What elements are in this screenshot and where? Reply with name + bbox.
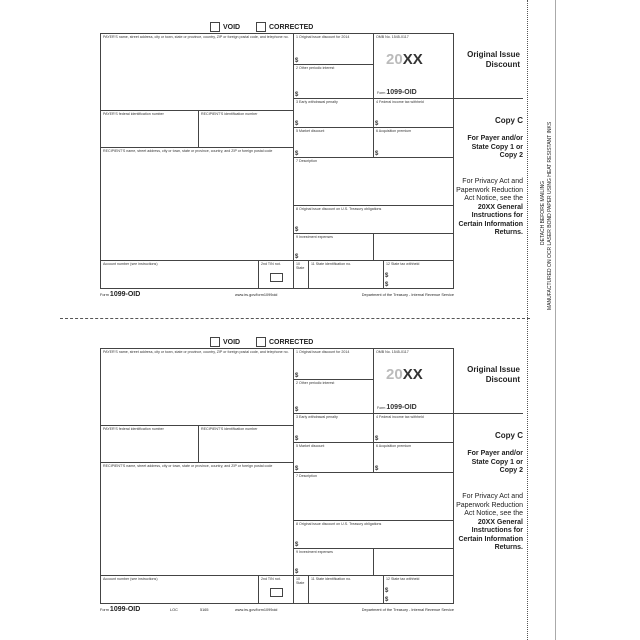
recipient-name-label: RECIPIENT'S name, street address, city or town, state or province, country, and ZIP or foreign postal code xyxy=(103,149,273,153)
box4-field[interactable] xyxy=(373,98,454,128)
recipient-tin-label: RECIPIENT'S identification number xyxy=(201,427,258,431)
dollar-sign: $ xyxy=(375,466,379,472)
privacy-text: For Privacy Act and Paperwork Reduction Act Notice, see the xyxy=(456,493,523,517)
copy-recipient: For Payer and/or State Copy 1 or Copy 2 xyxy=(467,135,523,159)
footer-url[interactable]: www.irs.gov/form1099oid xyxy=(235,293,278,297)
box2-field[interactable] xyxy=(293,64,374,99)
box8-field[interactable] xyxy=(293,520,454,549)
box3-field[interactable] xyxy=(293,98,374,128)
divider xyxy=(453,413,523,414)
form-1099-oid xyxy=(100,20,530,320)
box9-field[interactable] xyxy=(293,233,374,261)
box1-field[interactable] xyxy=(293,348,374,380)
dollar-sign: $ xyxy=(295,542,299,548)
dollar-sign: $ xyxy=(385,597,389,603)
box7-label: 7 Description xyxy=(296,159,317,163)
privacy-text: For Privacy Act and Paperwork Reduction Act Notice, see the xyxy=(456,178,523,202)
form-number: 1099-OID xyxy=(109,606,141,613)
box4-label: 4 Federal income tax withheld xyxy=(376,100,424,104)
box9-field[interactable] xyxy=(293,548,374,576)
sheet-edge-line xyxy=(555,0,556,640)
dollar-sign: $ xyxy=(295,92,299,98)
form-label: Form xyxy=(377,406,386,410)
dollar-sign: $ xyxy=(295,58,299,64)
box10-label: 10 State xyxy=(296,577,305,585)
box3-label: 3 Early withdrawal penalty xyxy=(296,100,338,104)
tax-year xyxy=(386,51,423,68)
box4-label: 4 Federal income tax withheld xyxy=(376,415,424,419)
box3-label: 3 Early withdrawal penalty xyxy=(296,415,338,419)
copy-recipient: For Payer and/or State Copy 1 or Copy 2 xyxy=(467,450,523,474)
form-label: Form xyxy=(100,293,109,297)
void-label: VOID xyxy=(223,23,241,31)
dollar-sign: $ xyxy=(295,436,299,442)
footer-loc: LOC xyxy=(170,608,178,612)
box10-label: 10 State xyxy=(296,262,305,270)
payer-name-label: PAYER'S name, street address, city or town, state or province, country, ZIP or foreign postal code, and telephone no. xyxy=(103,350,289,354)
payer-tin-label: PAYER'S federal identification number xyxy=(103,112,164,116)
payer-tin-label: PAYER'S federal identification number xyxy=(103,427,164,431)
payer-name-field[interactable] xyxy=(100,348,294,426)
payer-tin-field[interactable] xyxy=(100,110,199,148)
box6-label: 6 Acquisition premium xyxy=(376,444,412,448)
box5-field[interactable] xyxy=(293,442,374,473)
account-label: Account number (see instructions) xyxy=(103,577,158,581)
box6-field[interactable] xyxy=(373,442,454,473)
box10-field[interactable] xyxy=(293,575,309,604)
box1-field[interactable] xyxy=(293,33,374,65)
void-checkbox[interactable] xyxy=(210,22,240,32)
dollar-sign: $ xyxy=(295,466,299,472)
side-notice xyxy=(540,30,554,310)
privacy-text-bold: 20XX General Instructions for Certain Information Returns. xyxy=(458,203,523,236)
dollar-sign: $ xyxy=(295,373,299,379)
void-checkbox[interactable] xyxy=(210,337,240,347)
box8-label: 8 Original issue discount on U.S. Treasury obligations xyxy=(296,522,382,526)
dollar-sign: $ xyxy=(295,227,299,233)
form-number: 1099-OID xyxy=(386,89,417,96)
payer-name-label: PAYER'S name, street address, city or town, state or province, country, ZIP or foreign postal code, and telephone no. xyxy=(103,35,289,39)
detach-text: DETACH BEFORE MAILING xyxy=(540,180,546,245)
dollar-sign: $ xyxy=(295,121,299,127)
footer-department: Department of the Treasury - Internal Revenue Service xyxy=(361,608,454,612)
omb-number: OMB No. 1545-0117 xyxy=(376,35,409,39)
omb-number: OMB No. 1545-0117 xyxy=(376,350,409,354)
box12-field[interactable] xyxy=(383,575,454,604)
tax-year xyxy=(386,366,423,383)
box7-field[interactable] xyxy=(293,472,454,521)
dollar-sign: $ xyxy=(295,151,299,157)
dollar-sign: $ xyxy=(385,273,389,279)
footer-form-id xyxy=(100,291,140,298)
recipient-name-field[interactable] xyxy=(100,462,294,576)
copy-label: Copy C xyxy=(495,431,523,440)
box12-label: 12 State tax withheld xyxy=(386,577,420,581)
privacy-text-bold: 20XX General Instructions for Certain Information Returns. xyxy=(458,518,523,551)
year-prefix: 20 xyxy=(386,366,403,383)
footer-url[interactable]: www.irs.gov/form1099oid xyxy=(235,608,278,612)
year-prefix: 20 xyxy=(386,51,403,68)
payer-name-field[interactable] xyxy=(100,33,294,111)
box2-label: 2 Other periodic interest xyxy=(296,66,335,70)
box10-field[interactable] xyxy=(293,260,309,289)
second-tin-field xyxy=(258,260,294,289)
box5-field[interactable] xyxy=(293,127,374,158)
box1-label: 1 Original issue discount for 2014 xyxy=(296,350,350,354)
box7-label: 7 Description xyxy=(296,474,317,478)
dollar-sign: $ xyxy=(385,282,389,288)
year-suffix: XX xyxy=(402,366,423,383)
box12-label: 12 State tax withheld xyxy=(386,262,420,266)
corrected-checkbox[interactable] xyxy=(256,337,313,347)
dollar-sign: $ xyxy=(295,569,299,575)
footer-form-id xyxy=(100,606,140,613)
box2-field[interactable] xyxy=(293,379,374,414)
box6-field[interactable] xyxy=(373,127,454,158)
blank-box xyxy=(373,548,454,576)
form-label: Form xyxy=(100,608,109,612)
form-label: Form xyxy=(377,91,386,95)
box11-field[interactable] xyxy=(308,575,384,604)
box8-label: 8 Original issue discount on U.S. Treasury obligations xyxy=(296,207,382,211)
dollar-sign: $ xyxy=(295,254,299,260)
recipient-name-label: RECIPIENT'S name, street address, city or town, state or province, country, and ZIP or foreign postal code xyxy=(103,464,273,468)
account-number-field[interactable] xyxy=(100,260,259,289)
dollar-sign: $ xyxy=(295,407,299,413)
box5-label: 5 Market discount xyxy=(296,129,325,133)
corrected-checkbox[interactable] xyxy=(256,22,313,32)
box9-label: 9 Investment expenses xyxy=(296,235,333,239)
form-title: Original Issue Discount xyxy=(467,365,520,384)
recipient-tin-label: RECIPIENT'S identification number xyxy=(201,112,258,116)
form-1099-oid xyxy=(100,335,530,635)
second-tin-label: 2nd TIN not. xyxy=(261,262,281,266)
footer-department: Department of the Treasury - Internal Revenue Service xyxy=(361,293,454,297)
payer-tin-field[interactable] xyxy=(100,425,199,463)
year-suffix: XX xyxy=(402,51,423,68)
box11-label: 11 State identification no. xyxy=(311,262,352,266)
form-number: 1099-OID xyxy=(386,404,417,411)
box1-label: 1 Original issue discount for 2014 xyxy=(296,35,350,39)
second-tin-checkbox[interactable] xyxy=(270,273,283,282)
copy-label: Copy C xyxy=(495,116,523,125)
privacy-notice xyxy=(455,178,523,238)
manufactured-text: MANUFACTURED ON OCR LASER BOND PAPER USING HEAT RESISTANT INKS xyxy=(547,121,553,310)
second-tin-label: 2nd TIN not. xyxy=(261,577,281,581)
divider xyxy=(453,98,523,99)
box5-label: 5 Market discount xyxy=(296,444,325,448)
box12-field[interactable] xyxy=(383,260,454,289)
box9-label: 9 Investment expenses xyxy=(296,550,333,554)
dollar-sign: $ xyxy=(375,121,379,127)
account-label: Account number (see instructions) xyxy=(103,262,158,266)
blank-box xyxy=(373,233,454,261)
second-tin-checkbox[interactable] xyxy=(270,588,283,597)
form-number: 1099-OID xyxy=(109,291,141,298)
box8-field[interactable] xyxy=(293,205,454,234)
box6-label: 6 Acquisition premium xyxy=(376,129,412,133)
dollar-sign: $ xyxy=(385,588,389,594)
void-label: VOID xyxy=(223,338,241,346)
box11-label: 11 State identification no. xyxy=(311,577,352,581)
dollar-sign: $ xyxy=(375,436,379,442)
form-title: Original Issue Discount xyxy=(467,50,520,69)
box11-field[interactable] xyxy=(308,260,384,289)
privacy-notice xyxy=(455,493,523,553)
box4-field[interactable] xyxy=(373,413,454,443)
box3-field[interactable] xyxy=(293,413,374,443)
footer-code: 5165 xyxy=(200,608,209,612)
second-tin-field xyxy=(258,575,294,604)
corrected-label: CORRECTED xyxy=(269,23,314,31)
corrected-label: CORRECTED xyxy=(269,338,314,346)
box7-field[interactable] xyxy=(293,157,454,206)
box2-label: 2 Other periodic interest xyxy=(296,381,335,385)
recipient-name-field[interactable] xyxy=(100,147,294,261)
form-id xyxy=(377,406,417,410)
form-id xyxy=(377,91,417,95)
recipient-tin-field[interactable] xyxy=(198,110,294,148)
account-number-field[interactable] xyxy=(100,575,259,604)
dollar-sign: $ xyxy=(375,151,379,157)
recipient-tin-field[interactable] xyxy=(198,425,294,463)
